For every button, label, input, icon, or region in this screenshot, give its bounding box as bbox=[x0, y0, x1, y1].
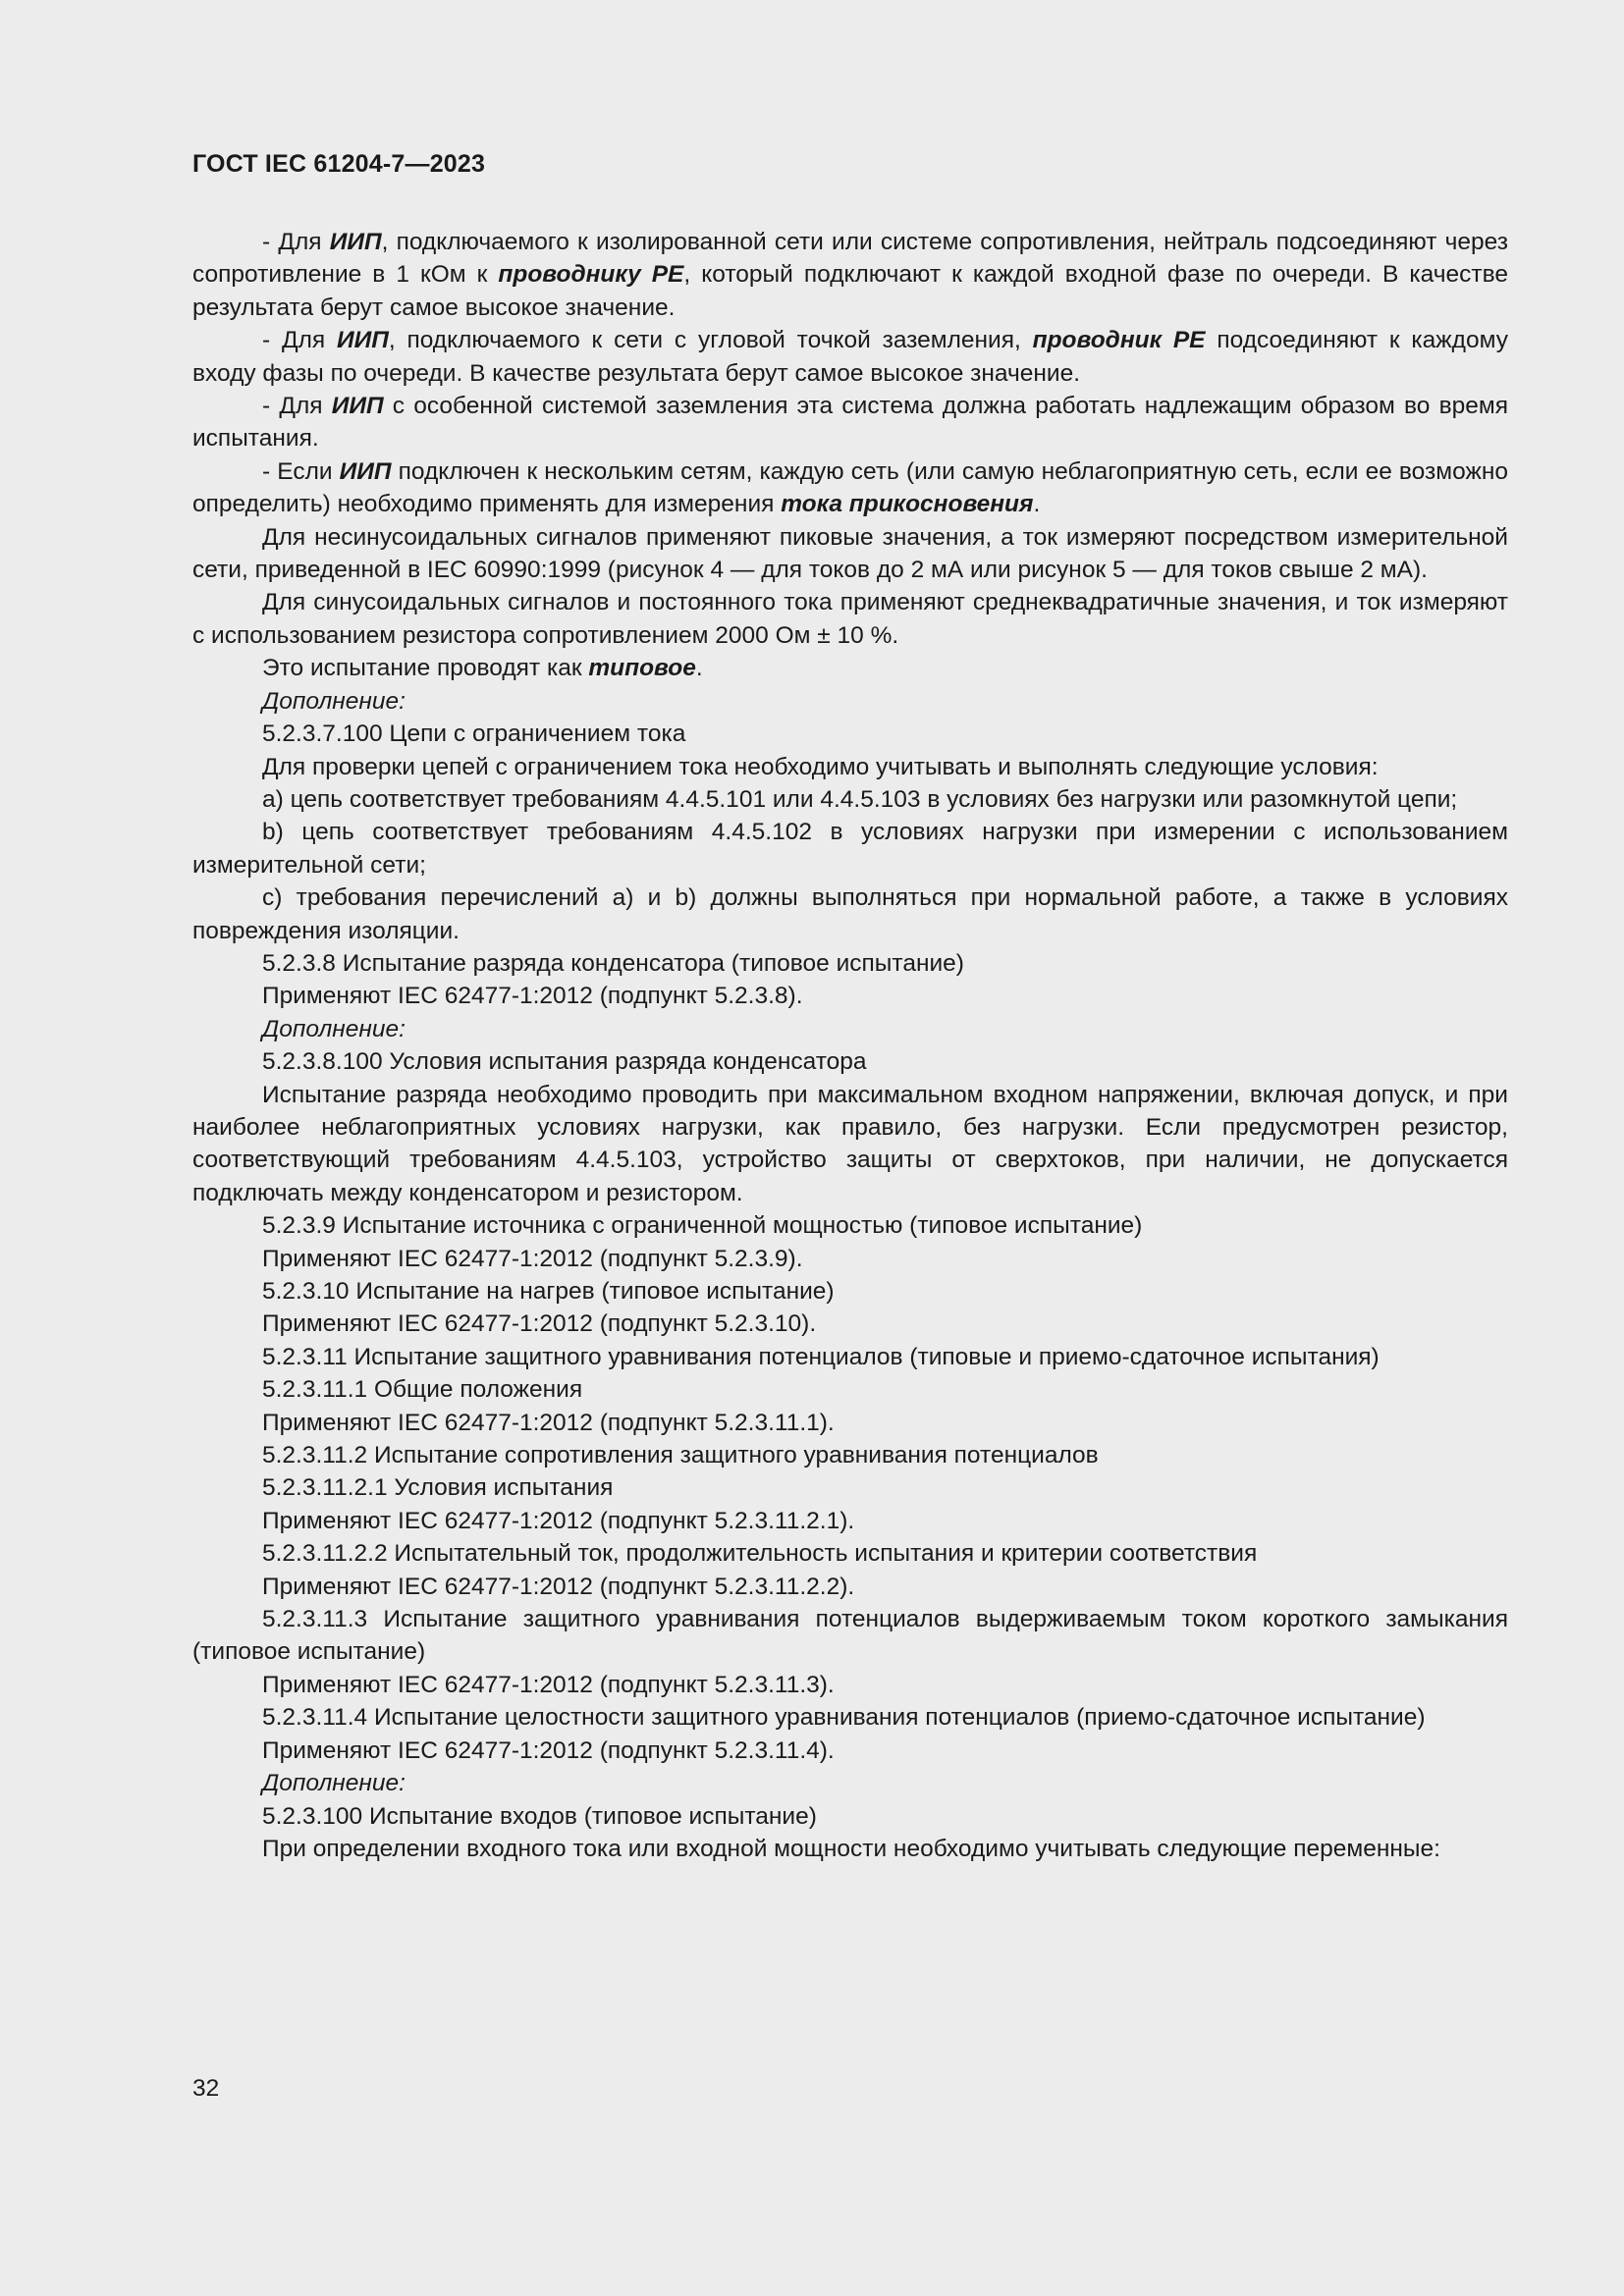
list-item: c) требования перечислений a) и b) должны выполняться при нормальной работе, а также в условиях повреждения изоляции. bbox=[192, 884, 1508, 944]
paragraph: Применяют IEC 62477-1:2012 (подпункт 5.2.3.11.2.1). bbox=[262, 1507, 855, 1534]
list-item: b) цепь соответствует требованиям 4.4.5.102 в условиях нагрузки при измерении с использованием измерительной сети; bbox=[192, 819, 1508, 879]
paragraph: При определении входного тока или входной мощности необходимо учитывать следующие переменные: bbox=[262, 1835, 1440, 1862]
section-heading: 5.2.3.10 Испытание на нагрев (типовое испытание) bbox=[262, 1278, 835, 1305]
paragraph: - Для ИИП, подключаемого к сети с угловой точкой заземления, проводник РЕ подсоединяют к каждому входу фазы по очереди. В качестве результата берут самое высокое значение. bbox=[192, 327, 1508, 387]
paragraph: - Если ИИП подключен к нескольким сетям, каждую сеть (или самую неблагоприятную сеть, если ее возможно определить) необходимо применять для измерения тока прикосновения. bbox=[192, 457, 1508, 518]
section-heading: 5.2.3.8 Испытание разряда конденсатора (типовое испытание) bbox=[262, 949, 964, 977]
document-header: ГОСТ IEC 61204-7—2023 bbox=[192, 150, 486, 178]
paragraph: Применяют IEC 62477-1:2012 (подпункт 5.2.3.8). bbox=[262, 983, 803, 1010]
paragraph: Для синусоидальных сигналов и постоянного тока применяют среднеквадратичные значения, и ток измеряют с использованием резистора сопротивлением 2000 Ом ± 10 %. bbox=[192, 589, 1508, 649]
paragraph: Применяют IEC 62477-1:2012 (подпункт 5.2.3.11.2.2). bbox=[262, 1573, 855, 1600]
page-number: 32 bbox=[192, 2075, 220, 2102]
section-heading: 5.2.3.9 Испытание источника с ограниченной мощностью (типовое испытание) bbox=[262, 1212, 1143, 1240]
section-heading: 5.2.3.100 Испытание входов (типовое испытание) bbox=[262, 1802, 817, 1830]
paragraph: Для несинусоидальных сигналов применяют пиковые значения, а ток измеряют посредством измерительной сети, приведенной в IEC 60990:1999 (рисунок 4 — для токов до 2 мА или рисунок 5 — для токов свыше 2 мА). bbox=[192, 523, 1508, 584]
paragraph: - Для ИИП, подключаемого к изолированной сети или системе сопротивления, нейтраль подсоединяют через сопротивление в 1 кОм к проводнику РЕ, который подключают к каждой входной фазе по очереди. В качестве результата берут самое высокое значение. bbox=[192, 229, 1508, 321]
section-heading: 5.2.3.11 Испытание защитного уравнивания потенциалов (типовые и приемо-сдаточное испытания) bbox=[262, 1343, 1380, 1370]
section-heading: 5.2.3.11.2 Испытание сопротивления защитного уравнивания потенциалов bbox=[262, 1442, 1099, 1469]
paragraph: Применяют IEC 62477-1:2012 (подпункт 5.2.3.11.4). bbox=[262, 1736, 835, 1764]
supplement-label: Дополнение: bbox=[262, 687, 406, 715]
paragraph: Применяют IEC 62477-1:2012 (подпункт 5.2.3.11.1). bbox=[262, 1409, 835, 1436]
supplement-label: Дополнение: bbox=[262, 1015, 406, 1042]
paragraph: Для проверки цепей с ограничением тока необходимо учитывать и выполнять следующие условия: bbox=[262, 753, 1379, 780]
section-heading: 5.2.3.11.3 Испытание защитного уравнивания потенциалов выдерживаемым током короткого замыкания (типовое испытание) bbox=[192, 1606, 1508, 1666]
paragraph: - Для ИИП с особенной системой заземления эта система должна работать надлежащим образом во время испытания. bbox=[192, 393, 1508, 453]
section-heading: 5.2.3.8.100 Условия испытания разряда конденсатора bbox=[262, 1048, 867, 1076]
section-heading: 5.2.3.11.2.1 Условия испытания bbox=[262, 1474, 614, 1502]
paragraph: Применяют IEC 62477-1:2012 (подпункт 5.2.3.11.3). bbox=[262, 1671, 835, 1698]
paragraph: Применяют IEC 62477-1:2012 (подпункт 5.2.3.10). bbox=[262, 1310, 817, 1338]
paragraph: Применяют IEC 62477-1:2012 (подпункт 5.2.3.9). bbox=[262, 1245, 803, 1272]
section-heading: 5.2.3.11.2.2 Испытательный ток, продолжительность испытания и критерии соответствия bbox=[262, 1540, 1258, 1568]
section-heading: 5.2.3.7.100 Цепи с ограничением тока bbox=[262, 721, 686, 748]
section-heading: 5.2.3.11.1 Общие положения bbox=[262, 1376, 583, 1404]
paragraph: Это испытание проводят как типовое. bbox=[262, 655, 703, 682]
list-item: a) цепь соответствует требованиям 4.4.5.101 или 4.4.5.103 в условиях без нагрузки или разомкнутой цепи; bbox=[262, 785, 1458, 813]
supplement-label: Дополнение: bbox=[262, 1770, 406, 1797]
document-body bbox=[192, 226, 1508, 1865]
paragraph: Испытание разряда необходимо проводить при максимальном входном напряжении, включая допуск, и при наиболее неблагоприятных условиях нагрузки, как правило, без нагрузки. Если предусмотрен резистор, соответствующий требованиям 4.4.5.103, устройство защиты от сверхтоков, при наличии, не допускается подключать между конденсатором и резистором. bbox=[192, 1081, 1508, 1206]
section-heading: 5.2.3.11.4 Испытание целостности защитного уравнивания потенциалов (приемо-сдаточное испытание) bbox=[262, 1704, 1426, 1732]
